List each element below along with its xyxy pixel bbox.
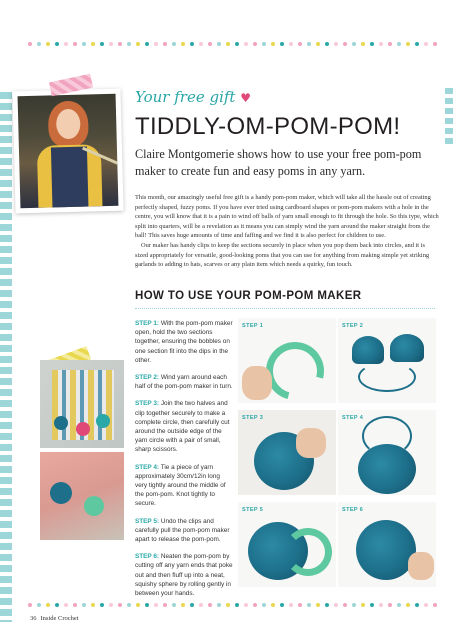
border-dot [397, 42, 401, 46]
border-dot [388, 42, 392, 46]
border-dot [334, 603, 338, 607]
step-text: Tie a piece of yarn approximately 30cm/12in long very tightly around the middle of the pom-pom. Knot tightly to secure. [135, 463, 226, 508]
border-dot [172, 42, 176, 46]
section-kicker [135, 88, 251, 106]
page-footer [30, 615, 79, 622]
border-dot [145, 42, 149, 46]
step-photo-grid [238, 318, 438, 590]
step-label: STEP 4: [135, 463, 160, 471]
border-dot [91, 603, 95, 607]
page-number: 36 [30, 615, 37, 622]
step-item [135, 552, 233, 598]
step-label: STEP 5: [135, 517, 160, 525]
heart-icon: ♥ [240, 91, 251, 105]
border-dot [64, 603, 68, 607]
pompom-projects-collage [40, 360, 124, 540]
border-dot [127, 603, 131, 607]
body-paragraph: This month, our amazingly useful free gift is a handy pom-pom maker, which will take all the hassle out of creating perfectly shaped, fuzzy poms. If you have ever tried using cardboard shapes or pom-pom makers with a hole in the centre, you will know that it is a pain to wind off balls of yarn small enough to fit through the hole. So this type, which split into quarters, will be a revelation as it means you can simply wind the yarn around the maker straight from the ball! This saves huge amounts of time and faffing and we find it is also perfect for children to use. [135, 194, 439, 240]
step-label: STEP 3: [135, 400, 160, 408]
step-1-photo [238, 318, 336, 403]
border-dot [208, 42, 212, 46]
designer-portrait-photo [12, 89, 123, 214]
photo-label: STEP 6 [342, 507, 364, 513]
how-to-heading: HOW TO USE YOUR POM-POM MAKER [135, 290, 362, 302]
border-dot [118, 603, 122, 607]
border-dot [271, 603, 275, 607]
border-dot [73, 42, 77, 46]
border-dot [253, 603, 257, 607]
border-dot [181, 42, 185, 46]
step-list [135, 319, 233, 606]
border-dot [361, 42, 365, 46]
border-dot [316, 603, 320, 607]
border-dot [199, 42, 203, 46]
border-dot [343, 42, 347, 46]
photo-label: STEP 3 [242, 415, 264, 421]
step-item [135, 399, 233, 454]
standfirst: Claire Montgomerie shows how to use your free pom-pom maker to create fun and easy poms in any yarn. [135, 147, 422, 178]
step-2-photo [338, 318, 436, 403]
photo-label: STEP 1 [242, 323, 264, 329]
step-text: With the pom-pom maker open, hold the two sections together, ensuring the bobbles on one section fit into the dips in the other. [135, 320, 233, 364]
publication-name: Inside Crochet [40, 615, 79, 622]
border-dot [37, 42, 41, 46]
step-text: Wind yarn around each half of the pom-pom maker in turn. [135, 374, 233, 391]
border-dot [298, 603, 302, 607]
border-dot [433, 42, 437, 46]
border-dot [127, 42, 131, 46]
border-dot [28, 42, 32, 46]
photo-label: STEP 4 [342, 415, 364, 421]
border-dot [343, 603, 347, 607]
border-dot [109, 603, 113, 607]
border-dot [406, 603, 410, 607]
border-dot [64, 42, 68, 46]
border-dot [334, 42, 338, 46]
step-item [135, 463, 233, 509]
border-dot [289, 42, 293, 46]
border-dot [253, 42, 257, 46]
border-dot [28, 603, 32, 607]
border-dot [370, 42, 374, 46]
border-dot [352, 603, 356, 607]
left-stripe-decoration [0, 92, 12, 622]
border-dot [226, 42, 230, 46]
border-dot [352, 42, 356, 46]
border-dot [370, 603, 374, 607]
border-dot [55, 603, 59, 607]
border-dot [244, 603, 248, 607]
garland-photo [40, 360, 124, 448]
border-dot [163, 42, 167, 46]
step-5-photo [238, 502, 336, 587]
border-dot [46, 42, 50, 46]
dotted-divider [135, 308, 435, 309]
top-dot-border [28, 42, 448, 47]
border-dot [37, 603, 41, 607]
page-title: TIDDLY-OM-POM-POM! [135, 113, 401, 140]
border-dot [298, 42, 302, 46]
border-dot [82, 603, 86, 607]
border-dot [415, 603, 419, 607]
border-dot [397, 603, 401, 607]
border-dot [325, 603, 329, 607]
border-dot [379, 603, 383, 607]
step-6-photo [338, 502, 436, 587]
border-dot [244, 42, 248, 46]
border-dot [190, 42, 194, 46]
step-label: STEP 6: [135, 553, 160, 561]
border-dot [433, 603, 437, 607]
border-dot [55, 42, 59, 46]
border-dot [388, 603, 392, 607]
article-body [135, 193, 439, 270]
step-text: Join the two halves and clip together securely to make a complete circle, then carefully cut around the outside edge of the yarn circle with a pair of small, sharp scissors. [135, 400, 230, 454]
border-dot [379, 42, 383, 46]
border-dot [100, 42, 104, 46]
step-label: STEP 1: [135, 320, 160, 327]
photo-label: STEP 2 [342, 323, 364, 329]
border-dot [361, 603, 365, 607]
step-item [135, 373, 233, 391]
border-dot [325, 42, 329, 46]
border-dot [262, 603, 266, 607]
border-dot [424, 42, 428, 46]
step-item [135, 319, 233, 365]
step-label: STEP 2: [135, 374, 160, 382]
step-text: Undo the clips and carefully pull the pom-pom maker apart to release the pom-pom. [135, 517, 230, 544]
step-text: Neaten the pom-pom by cutting off any yarn ends that poke out and then fluff up into a neat, squishy sphere by rolling gently in between your hands. [135, 553, 233, 598]
border-dot [280, 42, 284, 46]
border-dot [307, 42, 311, 46]
border-dot [262, 42, 266, 46]
kicker-text: Your free gift [135, 88, 236, 106]
border-dot [154, 42, 158, 46]
border-dot [289, 603, 293, 607]
border-dot [424, 603, 428, 607]
border-dot [91, 42, 95, 46]
border-dot [406, 42, 410, 46]
border-dot [136, 42, 140, 46]
border-dot [217, 42, 221, 46]
border-dot [280, 603, 284, 607]
body-paragraph: Our maker has handy clips to keep the sections securely in place when you pop them back into circles, and it is sized appropriately for versatile, good-looking poms that you can use for anything from making simple yet striking garlands to adding to hats, scarves or any plain item which needs a quirky, fun touch. [135, 241, 430, 269]
bottom-dot-border [28, 603, 448, 608]
photo-label: STEP 5 [242, 507, 264, 513]
knitwear-photo [40, 452, 124, 540]
border-dot [100, 603, 104, 607]
border-dot [46, 603, 50, 607]
border-dot [118, 42, 122, 46]
border-dot [73, 603, 77, 607]
border-dot [235, 603, 239, 607]
step-4-photo [338, 410, 436, 495]
step-3-photo [238, 410, 336, 495]
border-dot [316, 42, 320, 46]
border-dot [109, 42, 113, 46]
border-dot [235, 42, 239, 46]
border-dot [271, 42, 275, 46]
step-item [135, 517, 233, 545]
border-dot [307, 603, 311, 607]
border-dot [82, 42, 86, 46]
border-dot [415, 42, 419, 46]
right-stripe-decoration [445, 88, 453, 148]
